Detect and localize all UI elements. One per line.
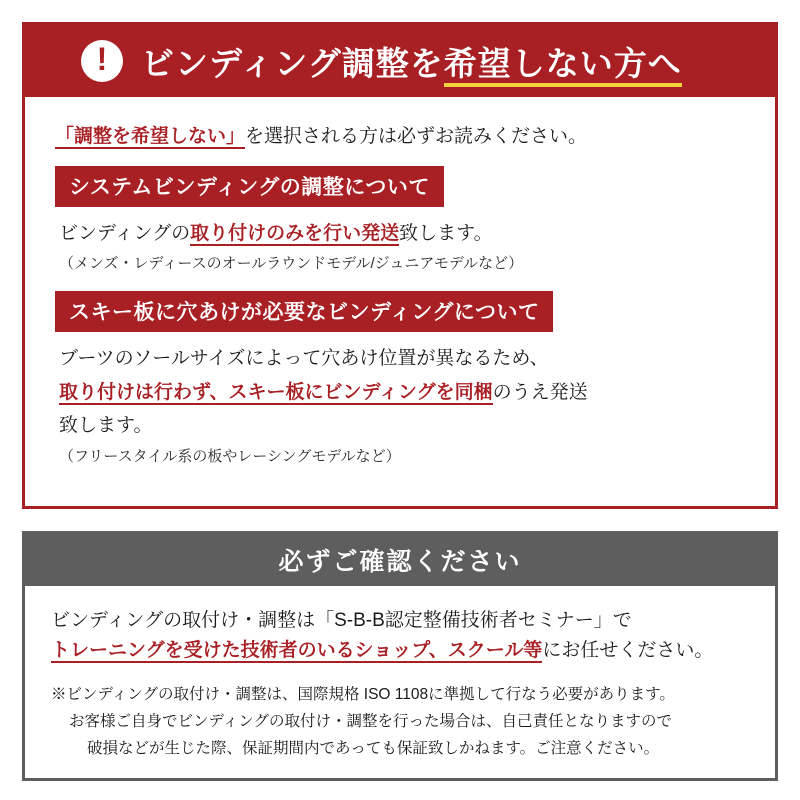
panel-two-note-1: ※ビンディングの取付け・調整は、国際規格 ISO 1108に準拠して行なう必要があります。 — [51, 685, 675, 703]
section-1-body-emphasis: 取り付けのみを行い発送 — [190, 223, 400, 244]
section-1-note: （メンズ・レディースのオールラウンドモデル/ジュニアモデルなど） — [59, 255, 524, 273]
section-1-body — [59, 219, 745, 248]
panel-two-notes — [51, 681, 749, 762]
section-1-body-pre: ビンディングの — [59, 223, 191, 244]
section-1-body-post: 致します。 — [399, 223, 493, 244]
section-2-body-line2 — [59, 378, 745, 407]
panel-two-line2 — [51, 636, 749, 666]
panel-one-title — [141, 38, 682, 85]
lead-text — [55, 121, 745, 148]
section-system-binding — [55, 166, 745, 273]
panel-two-note-3: 破損などが生じた際、保証期間内であっても保証致しかねます。ご注意ください。 — [87, 739, 660, 757]
panel-one-banner — [25, 25, 775, 97]
panel-two-body — [25, 586, 775, 778]
warning-exclamation-icon — [81, 40, 123, 82]
panel-no-adjustment — [22, 22, 778, 509]
section-1-heading: システムビンディングの調整について — [55, 166, 444, 207]
panel-two-title: 必ずご確認ください — [278, 547, 522, 576]
section-2-note: （フリースタイル系の板やレーシングモデルなど） — [59, 447, 401, 465]
panel-must-confirm — [22, 531, 778, 781]
section-2-body-post: のうえ発送 — [492, 381, 588, 403]
section-2-body-line1: ブーツのソールサイズによって穴あけ位置が異なるため、 — [59, 348, 549, 370]
panel-one-title-plain: ビンディング調整を — [141, 44, 444, 82]
panel-one-title-highlight: 希望しない方へ — [444, 45, 682, 87]
warning-icon-glyph: ! — [96, 41, 108, 77]
panel-two-line1: ビンディングの取付け・調整は「S-B-B認定整備技術者セミナー」で — [51, 609, 632, 631]
panel-two-line2-post: にお任せください。 — [542, 640, 714, 662]
panel-two-line2-emphasis: トレーニングを受けた技術者のいるショップ、スクール等 — [51, 640, 543, 662]
panel-two-banner — [25, 534, 775, 586]
section-drilling-required — [55, 291, 745, 465]
panel-two-note-2: お客様ご自身でビンディングの取付け・調整を行った場合は、自己責任となりますので — [69, 712, 672, 730]
section-2-body-emphasis: 取り付けは行わず、スキー板にビンディングを同梱 — [59, 381, 493, 403]
section-2-body-line3: 致します。 — [59, 415, 153, 437]
section-2-heading: スキー板に穴あけが必要なビンディングについて — [55, 291, 553, 332]
lead-rest: を選択される方は必ずお読みください。 — [245, 126, 588, 147]
panel-one-body — [25, 97, 775, 506]
lead-quote: 「調整を希望しない」 — [55, 126, 246, 147]
